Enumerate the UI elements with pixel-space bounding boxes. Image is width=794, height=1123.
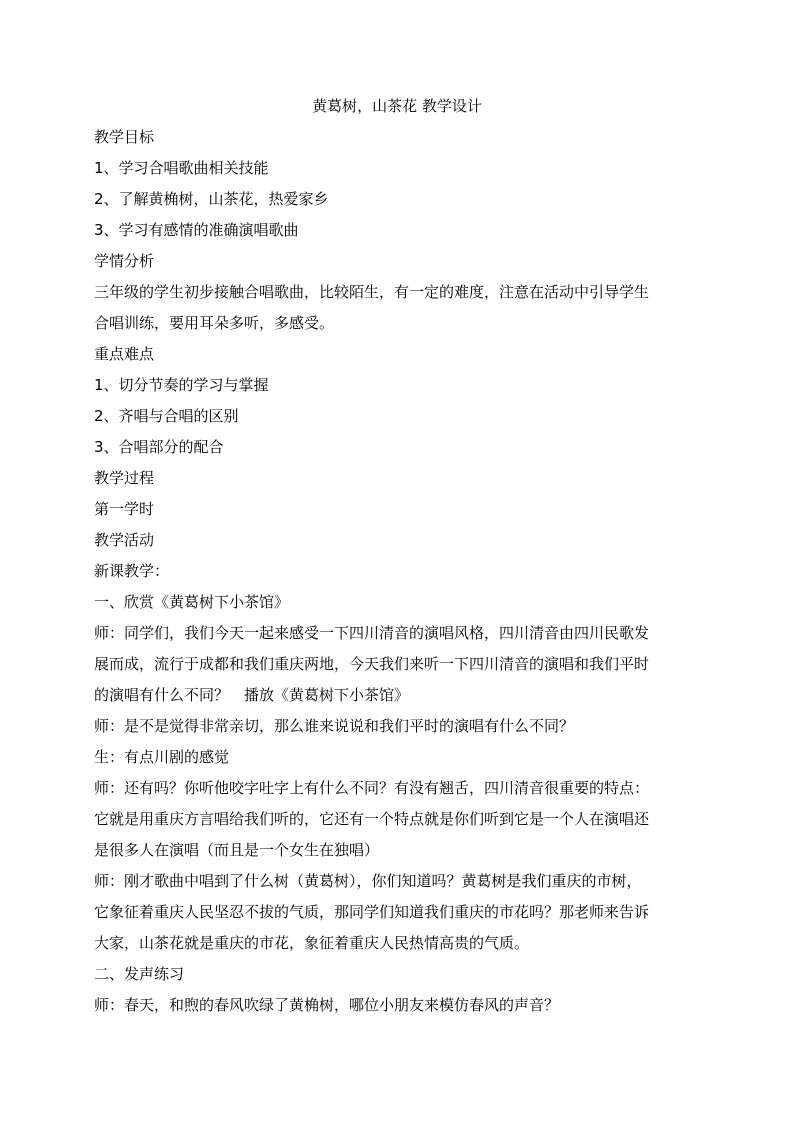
paragraph-line: 的演唱有什么不同？ 播放《黄葛树下小茶馆》 — [94, 686, 410, 704]
paragraph-line: 大家，山茶花就是重庆的市花，象征着重庆人民热情高贵的气质。 — [94, 934, 530, 952]
paragraph-line: 展而成，流行于成都和我们重庆两地，今天我们来听一下四川清音的演唱和我们平时 — [94, 655, 650, 673]
document-title: 黄葛树，山茶花 教学设计 — [312, 97, 482, 115]
key-point-item: 2、齐唱与合唱的区别 — [94, 407, 239, 425]
paragraph-line: 是很多人在演唱（而且是一个女生在独唱） — [94, 841, 380, 859]
paragraph-line: 它就是用重庆方言唱给我们听的，它还有一个特点就是你们听到它是一个人在演唱还 — [94, 810, 650, 828]
section-heading-key-points: 重点难点 — [94, 345, 155, 363]
paragraph-line: 师：春天，和煦的春风吹绿了黄桷树，哪位小朋友来模仿春风的声音？ — [94, 996, 560, 1014]
sub-heading-activities: 教学活动 — [94, 531, 155, 549]
step-heading-appreciation: 一、欣赏《黄葛树下小茶馆》 — [94, 593, 290, 611]
paragraph-line: 合唱训练，要用耳朵多听，多感受。 — [94, 314, 335, 332]
paragraph-line: 三年级的学生初步接触合唱歌曲，比较陌生，有一定的难度，注意在活动中引导学生 — [94, 283, 650, 301]
section-heading-analysis: 学情分析 — [94, 252, 155, 270]
paragraph-line: 它象征着重庆人民坚忍不拔的气质，那同学们知道我们重庆的市花吗？那老师来告诉 — [94, 903, 650, 921]
objective-item: 1、学习合唱歌曲相关技能 — [94, 159, 269, 177]
sub-heading-lesson: 第一学时 — [94, 500, 155, 518]
step-heading-vocal-practice: 二、发声练习 — [94, 965, 185, 983]
paragraph-line: 师：刚才歌曲中唱到了什么树（黄葛树），你们知道吗？黄葛树是我们重庆的市树， — [94, 872, 642, 890]
paragraph-line: 师：是不是觉得非常亲切，那么谁来说说和我们平时的演唱有什么不同？ — [94, 717, 575, 735]
document-body — [94, 126, 704, 1025]
paragraph-line: 师：同学们，我们今天一起来感受一下四川清音的演唱风格，四川清音由四川民歌发 — [94, 624, 650, 642]
section-heading-process: 教学过程 — [94, 469, 155, 487]
objective-item: 2、了解黄桷树，山茶花，热爱家乡 — [94, 190, 329, 208]
objective-item: 3、学习有感情的准确演唱歌曲 — [94, 221, 299, 239]
paragraph-line: 生：有点川剧的感觉 — [94, 748, 230, 766]
paragraph-line: 师：还有吗？你听他咬字吐字上有什么不同？有没有翘舌，四川清音很重要的特点： — [94, 779, 650, 797]
key-point-item: 3、合唱部分的配合 — [94, 438, 224, 456]
key-point-item: 1、切分节奏的学习与掌握 — [94, 376, 269, 394]
section-heading-objectives: 教学目标 — [94, 128, 155, 146]
sub-heading-new-lesson: 新课教学： — [94, 562, 170, 580]
